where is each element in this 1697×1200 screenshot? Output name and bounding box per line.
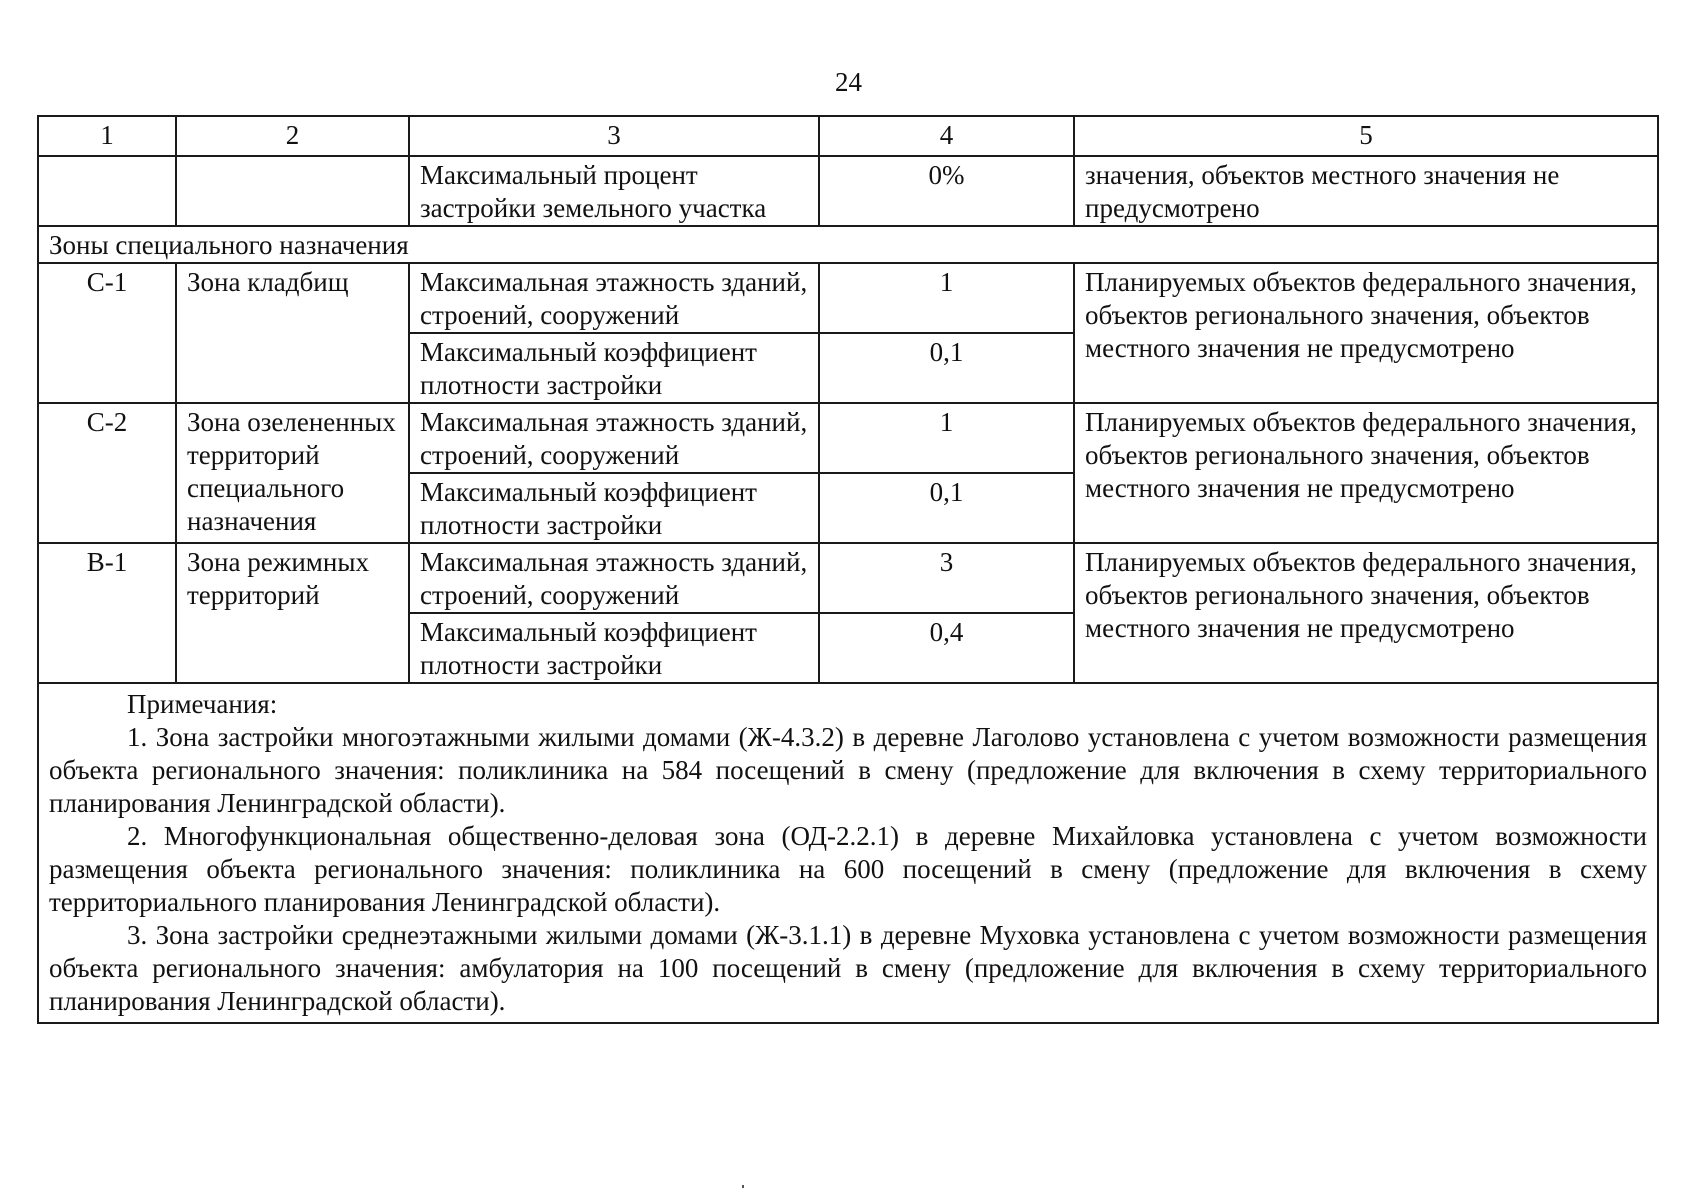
column-header: 1 bbox=[38, 116, 176, 156]
zone-name-cell: Зона кладбищ bbox=[176, 263, 409, 403]
column-header: 5 bbox=[1074, 116, 1658, 156]
value-cell: 0,1 bbox=[819, 473, 1074, 543]
note-item: 3. Зона застройки среднеэтажными жилыми домами (Ж-3.1.1) в деревне Муховка установлена с учетом возможности размещения объекта регионального значения: амбулатория на 100 посещений в смену (предложение для включения в схему территориального планирования Ленинградской области). bbox=[49, 920, 1647, 1016]
note-cell: Планируемых объектов федерального значения, объектов регионального значения, объектов местного значения не предусмотрено bbox=[1074, 543, 1658, 683]
page-number: 24 bbox=[835, 67, 862, 97]
zone-code-cell: В-1 bbox=[38, 543, 176, 683]
parameter-cell: Максимальный коэффициент плотности застройки bbox=[409, 333, 819, 403]
value-cell: 0% bbox=[819, 156, 1074, 226]
zone-name-cell: Зона режимных территорий bbox=[176, 543, 409, 683]
note-cell: значения, объектов местного значения не предусмотрено bbox=[1074, 156, 1658, 226]
value-cell: 0,1 bbox=[819, 333, 1074, 403]
value-cell: 1 bbox=[819, 263, 1074, 333]
zone-name-cell: Зона озелененных территорий специального назначения bbox=[176, 403, 409, 543]
parameter-cell: Максимальный процент застройки земельного участка bbox=[409, 156, 819, 226]
section-row bbox=[38, 226, 1658, 263]
parameter-cell: Максимальная этажность зданий, строений, сооружений bbox=[409, 543, 819, 613]
table-row bbox=[38, 543, 1658, 613]
table-row bbox=[38, 403, 1658, 473]
column-header: 2 bbox=[176, 116, 409, 156]
value-cell: 0,4 bbox=[819, 613, 1074, 683]
table-row bbox=[38, 263, 1658, 333]
note-cell: Планируемых объектов федерального значения, объектов регионального значения, объектов местного значения не предусмотрено bbox=[1074, 403, 1658, 543]
zone-code-cell bbox=[38, 156, 176, 226]
parameter-cell: Максимальная этажность зданий, строений, сооружений bbox=[409, 403, 819, 473]
parameter-cell: Максимальная этажность зданий, строений, сооружений bbox=[409, 263, 819, 333]
zone-name-cell bbox=[176, 156, 409, 226]
value-cell: 1 bbox=[819, 403, 1074, 473]
notes-title: Примечания: bbox=[127, 689, 278, 719]
zone-parameters-table bbox=[37, 115, 1659, 1024]
zone-code-cell: С-1 bbox=[38, 263, 176, 403]
parameter-cell: Максимальный коэффициент плотности застройки bbox=[409, 613, 819, 683]
zone-code-cell: С-2 bbox=[38, 403, 176, 543]
value-cell: 3 bbox=[819, 543, 1074, 613]
note-item: 1. Зона застройки многоэтажными жилыми домами (Ж-4.3.2) в деревне Лаголово установлена с учетом возможности размещения объекта регионального значения: поликлиника на 584 посещений в смену (предложение для включения в схему территориального планирования Ленинградской области). bbox=[49, 722, 1647, 818]
column-header: 4 bbox=[819, 116, 1074, 156]
notes-row bbox=[38, 683, 1658, 1023]
notes-cell bbox=[38, 683, 1658, 1023]
column-header: 3 bbox=[409, 116, 819, 156]
table-header-row bbox=[38, 116, 1658, 156]
note-cell: Планируемых объектов федерального значения, объектов регионального значения, объектов местного значения не предусмотрено bbox=[1074, 263, 1658, 403]
section-title: Зоны специального назначения bbox=[38, 226, 1658, 263]
scan-mark bbox=[742, 1185, 744, 1188]
note-item: 2. Многофункциональная общественно-деловая зона (ОД-2.2.1) в деревне Михайловка установлена с учетом возможности размещения объекта регионального значения: поликлиника на 600 посещений в смену (предложение для включения в схему территориального планирования Ленинградской области). bbox=[49, 821, 1647, 917]
table-row bbox=[38, 156, 1658, 226]
parameter-cell: Максимальный коэффициент плотности застройки bbox=[409, 473, 819, 543]
